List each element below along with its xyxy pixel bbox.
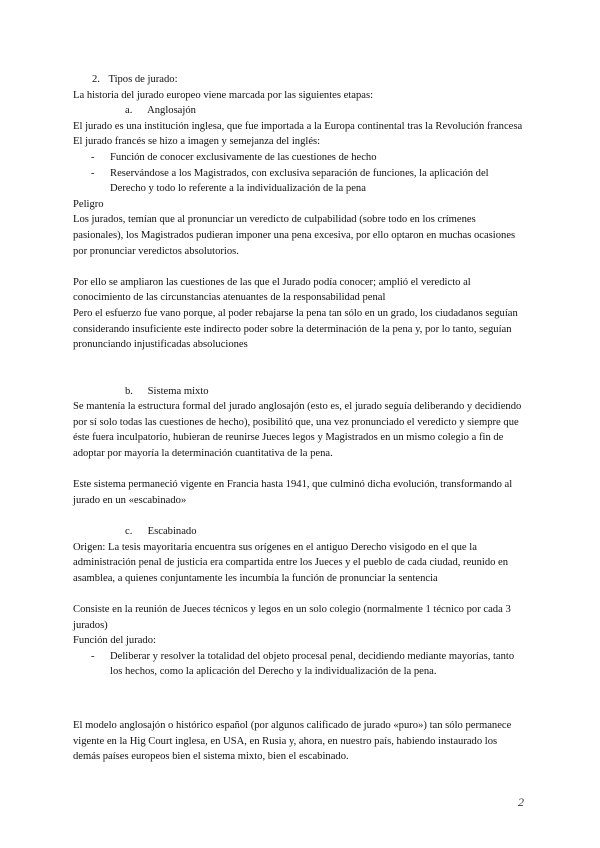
subheading-anglosajon <box>73 103 523 119</box>
page-number: 2 <box>518 795 524 809</box>
mixto-paragraph-2: Este sistema permaneció vigente en Francia hasta 1941, que culminó dicha evolución, transformando al jurado en un «escabinado» <box>73 479 513 506</box>
subheading-title: Escabinado <box>147 526 197 538</box>
anglosajon-paragraph-3: Por ello se ampliaron las cuestiones de las que el Jurado podía conocer; amplió el veredicto al conocimiento de las circunstancias atenuantes de la responsabilidad penal <box>73 276 471 304</box>
conclusion-paragraph: El modelo anglosajón o histórico español (por algunos calificado de jurado «puro») tan sólo permanece vigente en la Hig Court inglesa, en USA, en Rusia y, ahora, en nuestro país, habiendo instaurado los demás países europeos bien el sistema mixto, bien el escabinado. <box>73 719 512 763</box>
escabinado-origen-paragraph: Origen: La tesis mayoritaria encuentra sus orígenes en el antiguo Derecho visigodo en el que la administración penal de justicia era compartida entre los Jueces y el pueblo de cada ciudad, reunido en asamblea, a quienes conjuntamente les incumbía la función de pronunciar la sentencia <box>73 541 509 584</box>
escabinado-bullet-list <box>73 649 523 680</box>
subheading-letter: b. <box>125 385 133 397</box>
peligro-label: Peligro <box>73 198 104 210</box>
list-item: - Reservándose a los Magistrados, con exclusiva separación de funciones, la aplicación del Derecho y todo lo referente a la individualización de la pena <box>73 166 523 197</box>
list-item: - Función de conocer exclusivamente de las cuestiones de hecho <box>73 150 523 166</box>
anglosajon-bullet-list <box>73 150 523 197</box>
subheading-title: Sistema mixto <box>147 385 209 397</box>
document-page <box>73 72 523 765</box>
subheading-title: Anglosajón <box>147 105 196 117</box>
subheading-mixto <box>73 384 523 400</box>
mixto-paragraph-1: Se mantenía la estructura formal del jurado anglosajón (esto es, el jurado seguía deliberando y decidiendo por sí solo todas las cuestiones de hecho), posibilitó que, una vez pronunciado el veredicto y siempre que éste fuera inculpatorio, hubieran de reunirse Jueces legos y Magistrados en un mismo colegio a fin de adoptar por mayoría la determinación cuantitativa de la pena. <box>73 401 522 460</box>
subheading-letter: c. <box>125 526 133 538</box>
peligro-paragraph: Los jurados, temían que al pronunciar un veredicto de culpabilidad (sobre todo en los crímenes pasionales), los Magistrados pudieran imponer una pena excesiva, por ello optaron en muchas ocasiones por pronunciar veredictos absolutorios. <box>73 214 516 257</box>
anglosajon-paragraph-4: Pero el esfuerzo fue vano porque, al poder rebajarse la pena tan sólo en un grado, los ciudadanos seguían considerando insuficiente este indirecto poder sobre la determinación de la pena y, por lo tanto, seguían pronunciando injustificadas absoluciones <box>73 307 518 351</box>
funcion-label: Función del jurado: <box>73 635 156 647</box>
section-title: Tipos de jurado: <box>108 74 178 85</box>
anglosajon-paragraph-2: El jurado francés se hizo a imagen y semejanza del inglés: <box>73 136 321 148</box>
section-number: 2. <box>92 74 100 85</box>
subheading-escabinado <box>73 524 523 540</box>
list-item: - Deliberar y resolver la totalidad del objeto procesal penal, decidiendo mediante mayorías, tanto los hechos, como la aplicación del Derecho y la individualización de la pena. <box>73 649 523 680</box>
anglosajon-paragraph-1: El jurado es una institución inglesa, que fue importada a la Europa continental tras la Revolución francesa <box>73 120 523 132</box>
subheading-letter: a. <box>125 105 133 117</box>
intro-paragraph: La historia del jurado europeo viene marcada por las siguientes etapas: <box>73 89 374 101</box>
escabinado-consiste-paragraph: Consiste en la reunión de Jueces técnicos y legos en un solo colegio (normalmente 1 técnico por cada 3 jurados) <box>73 604 511 631</box>
section-heading <box>73 72 523 88</box>
